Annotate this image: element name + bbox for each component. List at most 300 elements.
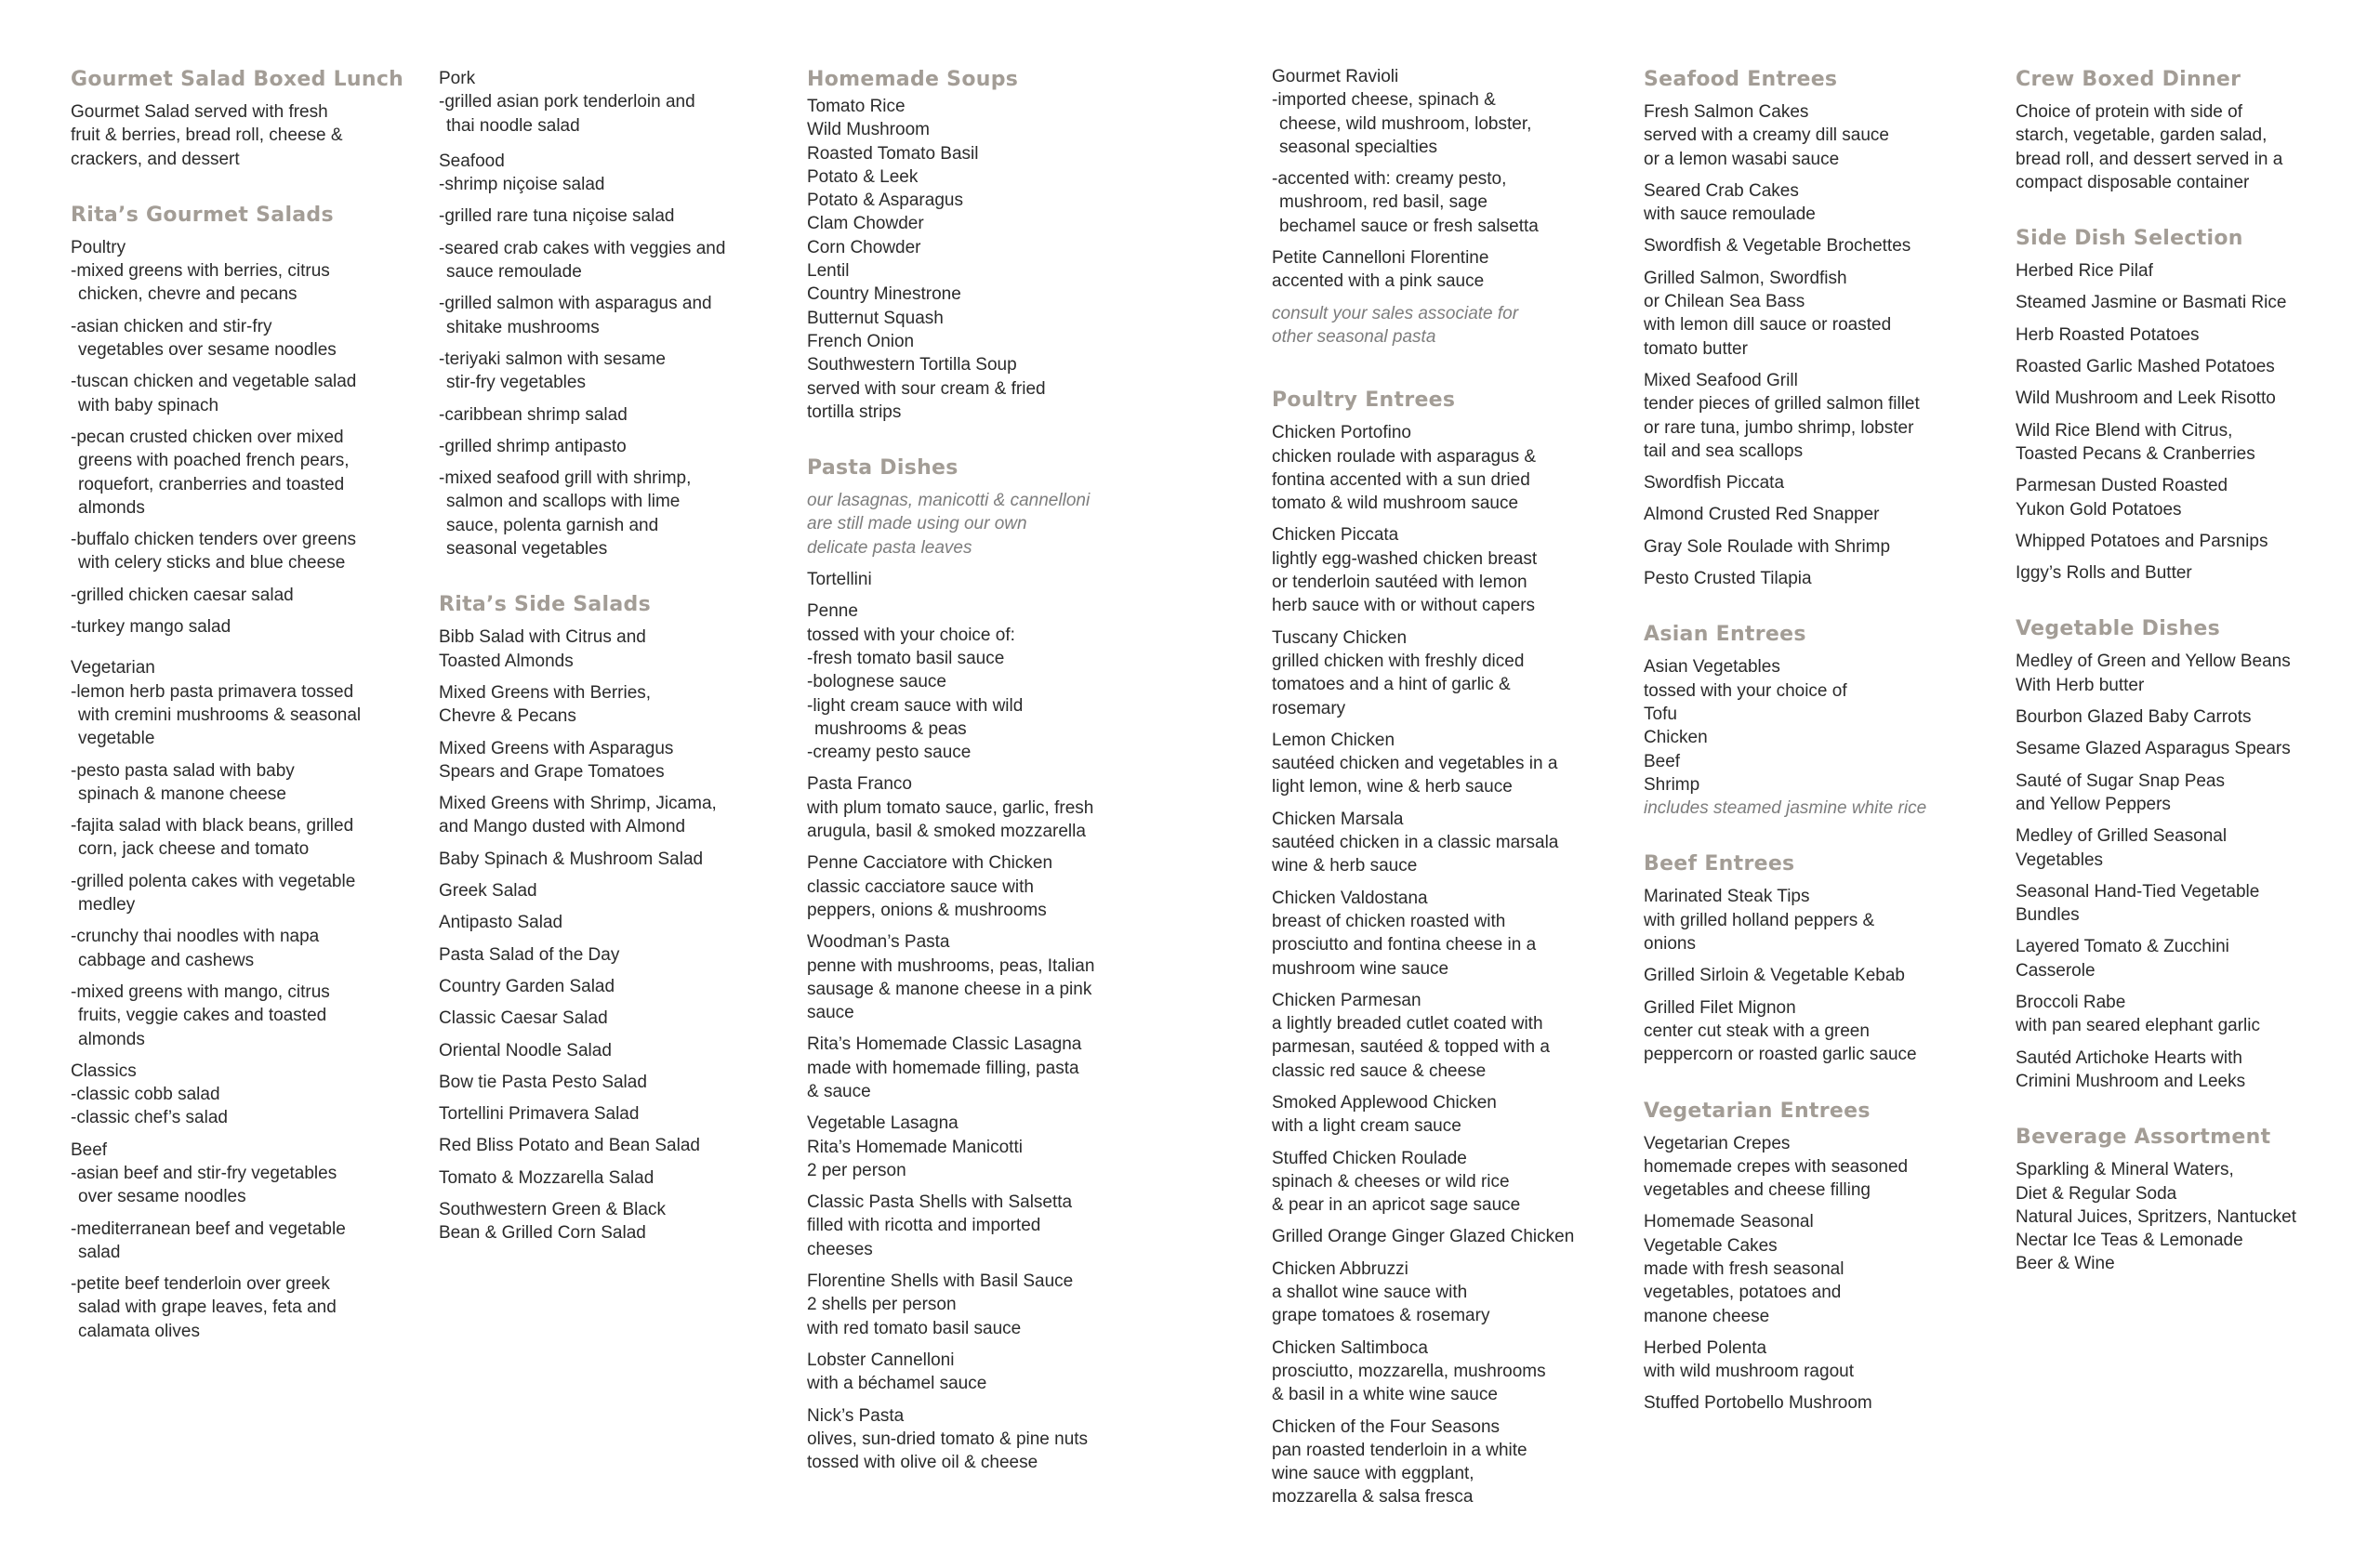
menu-entry <box>1272 421 1625 515</box>
menu-line: with cremini mushrooms & seasonal <box>78 705 362 725</box>
menu-line: mozzarella & salsa fresca <box>1272 1487 1474 1508</box>
section-beef <box>1644 851 1997 1066</box>
menu-entry <box>807 95 1160 424</box>
menu-line: cheese, wild mushroom, lobster, <box>1279 113 1532 134</box>
menu-entry <box>1272 1091 1625 1139</box>
menu-line: Tuscany Chicken <box>1272 627 1408 648</box>
section-side-dish <box>2016 226 2360 585</box>
item-list <box>1272 65 1625 294</box>
menu-entry <box>1644 179 1997 227</box>
menu-line: Wild Mushroom <box>807 120 930 140</box>
menu-entry <box>807 930 1160 1024</box>
menu-entry <box>2016 880 2360 928</box>
menu-line: vegetables and cheese filling <box>1644 1180 1871 1201</box>
menu-line: greens with poached french pears, <box>78 451 350 471</box>
pasta-note <box>807 489 1160 560</box>
menu-entry <box>807 1404 1160 1475</box>
menu-line: cabbage and cashews <box>78 950 255 970</box>
menu-entry <box>2016 323 2360 347</box>
menu-line: Almond Crusted Red Snapper <box>1644 505 1880 525</box>
menu-line: Classic Caesar Salad <box>439 1008 608 1029</box>
menu-entry <box>439 237 774 284</box>
menu-entry <box>439 681 774 729</box>
menu-entry <box>807 599 1160 764</box>
menu-line: salad <box>78 1242 121 1262</box>
menu-entry <box>71 814 405 862</box>
menu-line: shitake mushrooms <box>446 317 600 337</box>
menu-entry <box>1272 65 1625 159</box>
menu-line: Clam Chowder <box>807 214 924 234</box>
menu-entry <box>2016 419 2360 467</box>
section-vegetarian <box>1644 1099 1997 1416</box>
menu-entry <box>439 626 774 673</box>
section-heading: Side Dish Selection <box>2016 227 2243 251</box>
menu-entry <box>439 1166 774 1190</box>
menu-line: with grilled holland peppers & <box>1644 910 1875 930</box>
menu-line: onions <box>1644 934 1696 955</box>
menu-line: Fresh Salmon Cakes <box>1644 102 1809 122</box>
menu-entry <box>439 1102 774 1126</box>
menu-entry <box>807 772 1160 843</box>
menu-line: Bean & Grilled Corn Salad <box>439 1223 646 1244</box>
menu-line: -grilled asian pork tenderloin and <box>439 92 695 112</box>
section-heading: Vegetarian Entrees <box>1644 1099 1871 1123</box>
menu-line: fruit & berries, bread roll, cheese & <box>71 125 343 146</box>
menu-entry <box>1272 1147 1625 1218</box>
menu-line: -bolognese sauce <box>807 672 946 692</box>
menu-entry <box>1272 808 1625 878</box>
menu-entry <box>1272 1258 1625 1328</box>
item-list <box>439 173 774 560</box>
menu-line: Toasted Almonds <box>439 651 574 671</box>
menu-line: or tenderloin sautéed with lemon <box>1272 573 1527 593</box>
menu-entry <box>439 348 774 395</box>
section-crew-dinner <box>2016 67 2360 194</box>
menu-line: corn, jack cheese and tomato <box>78 839 310 860</box>
menu-line: over sesame noodles <box>78 1187 246 1207</box>
menu-line: Tomato Rice <box>807 97 906 116</box>
menu-entry <box>439 792 774 839</box>
menu-line: crackers, and dessert <box>71 149 240 169</box>
menu-line: salmon and scallops with lime <box>446 492 681 512</box>
menu-line: sauce <box>807 1003 854 1023</box>
menu-entry <box>71 370 405 417</box>
menu-line: wine sauce with eggplant, <box>1272 1464 1474 1484</box>
menu-line: Rita’s Homemade Classic Lasagna <box>807 1034 1082 1055</box>
menu-column-3 <box>807 67 1160 1506</box>
menu-entry <box>71 259 405 307</box>
menu-line: tomato butter <box>1644 338 1748 359</box>
menu-entry <box>71 528 405 575</box>
menu-entry <box>1272 989 1625 1083</box>
menu-entry <box>1272 1416 1625 1509</box>
menu-line: Wild Mushroom and Leek Risotto <box>2016 389 2276 409</box>
menu-entry <box>71 981 405 1051</box>
menu-line: -classic chef’s salad <box>71 1108 228 1128</box>
menu-entry <box>1644 996 1997 1067</box>
menu-line: made with homemade filling, pasta <box>807 1058 1079 1078</box>
menu-line: penne with mushrooms, peas, Italian <box>807 955 1095 976</box>
menu-entry <box>2016 291 2360 314</box>
menu-line: -asian chicken and stir-fry <box>71 316 272 336</box>
menu-line: Chicken of the Four Seasons <box>1272 1416 1501 1437</box>
menu-line: Vegetable Lasagna <box>807 1113 959 1134</box>
menu-entry <box>807 1191 1160 1261</box>
menu-line: rosemary <box>1272 698 1346 718</box>
menu-line: Chicken Portofino <box>1272 423 1411 443</box>
menu-line: consult your sales associate for <box>1272 303 1519 323</box>
menu-line: Red Bliss Potato and Bean Salad <box>439 1136 700 1156</box>
menu-line: Vegetables <box>2016 850 2104 870</box>
item-list <box>439 626 774 1245</box>
menu-line: arugula, basil & smoked mozzarella <box>807 822 1086 842</box>
menu-line: sautéed chicken and vegetables in a <box>1272 754 1558 774</box>
menu-entry <box>2016 650 2360 697</box>
menu-entry <box>2016 770 2360 817</box>
menu-entry <box>1644 1391 1997 1415</box>
group-label: Pork <box>439 69 476 88</box>
menu-entry <box>1644 503 1997 526</box>
menu-line: Swordfish & Vegetable Brochettes <box>1644 236 1911 257</box>
menu-entry <box>1272 246 1625 294</box>
menu-entry <box>71 1162 405 1209</box>
menu-line: Parmesan Dusted Roasted <box>2016 476 2228 496</box>
menu-entry <box>1272 1225 1625 1248</box>
menu-entry <box>2016 705 2360 729</box>
menu-entry <box>439 1198 774 1245</box>
menu-line: vegetables over sesame noodles <box>78 340 337 361</box>
menu-line: Country Garden Salad <box>439 976 615 996</box>
menu-line: Medley of Grilled Seasonal <box>2016 826 2228 847</box>
section-pasta <box>807 455 1160 1474</box>
menu-line: Chicken Abbruzzi <box>1272 1258 1408 1279</box>
menu-line: Steamed Jasmine or Basmati Rice <box>2016 293 2287 313</box>
menu-line: with a light cream sauce <box>1272 1116 1461 1137</box>
menu-line: chicken, chevre and pecans <box>78 284 298 305</box>
section-poultry <box>1272 388 1625 1508</box>
menu-line: -crunchy thai noodles with napa <box>71 927 320 947</box>
menu-line: center cut steak with a green <box>1644 1021 1870 1041</box>
menu-line: & sauce <box>807 1081 871 1101</box>
menu-line: starch, vegetable, garden salad, <box>2016 125 2268 146</box>
menu-line: Southwestern Tortilla Soup <box>807 355 1017 375</box>
menu-line: Mixed Greens with Shrimp, Jicama, <box>439 794 717 814</box>
menu-line: Mixed Greens with Berries, <box>439 682 652 703</box>
menu-line: Smoked Applewood Chicken <box>1272 1092 1497 1113</box>
menu-line: -light cream sauce with wild <box>807 695 1024 716</box>
menu-line: -grilled chicken caesar salad <box>71 585 294 605</box>
menu-entry <box>439 943 774 967</box>
section-heading: Vegetable Dishes <box>2016 617 2221 641</box>
menu-line: with pan seared elephant garlic <box>2016 1016 2261 1036</box>
menu-entry <box>439 204 774 228</box>
section-side-salads <box>439 592 774 1245</box>
menu-line: Chicken Valdostana <box>1272 888 1428 908</box>
item-list <box>1644 100 1997 590</box>
section-heading: Pasta Dishes <box>807 456 959 481</box>
menu-line: or a lemon wasabi sauce <box>1644 149 1840 169</box>
menu-line: Chicken <box>1644 728 1708 748</box>
menu-line: Sauté of Sugar Snap Peas <box>2016 770 2225 791</box>
menu-line: -teriyaki salmon with sesame <box>439 349 666 369</box>
menu-entry <box>2016 355 2360 378</box>
menu-line: classic red sauce & cheese <box>1272 1060 1487 1081</box>
menu-entry <box>807 1349 1160 1396</box>
menu-line: Herbed Rice Pilaf <box>2016 261 2153 282</box>
menu-entry <box>71 759 405 807</box>
menu-line: or rare tuna, jumbo shrimp, lobster <box>1644 417 1914 438</box>
menu-line: Casserole <box>2016 960 2096 981</box>
menu-line: Sparkling & Mineral Waters, <box>2016 1160 2234 1180</box>
menu-line: other seasonal pasta <box>1272 326 1436 347</box>
menu-line: Lemon Chicken <box>1272 730 1395 750</box>
menu-line: with plum tomato sauce, garlic, fresh <box>807 797 1094 818</box>
menu-line: Chicken Piccata <box>1272 525 1399 546</box>
menu-line: Florentine Shells with Basil Sauce <box>807 1271 1074 1292</box>
menu-line: -mixed seafood grill with shrimp, <box>439 468 692 489</box>
menu-line: with celery sticks and blue cheese <box>78 553 346 573</box>
menu-line: Bundles <box>2016 905 2080 926</box>
menu-entry <box>2016 259 2360 283</box>
menu-line: Grilled Orange Ginger Glazed Chicken <box>1272 1227 1575 1247</box>
menu-line: Stuffed Chicken Roulade <box>1272 1148 1467 1168</box>
menu-line: tender pieces of grilled salmon fillet <box>1644 394 1920 415</box>
menu-line: -pecan crusted chicken over mixed <box>71 427 344 447</box>
menu-line: with sauce remoulade <box>1644 204 1816 225</box>
menu-entry <box>1644 1210 1997 1327</box>
menu-line: made with fresh seasonal <box>1644 1258 1844 1279</box>
menu-line: Petite Cannelloni Florentine <box>1272 248 1489 269</box>
section-heading: Homemade Soups <box>807 68 1019 91</box>
section-heading: Rita’s Side Salads <box>439 593 651 617</box>
menu-entry <box>2016 991 2360 1038</box>
section-beverage <box>2016 1125 2360 1275</box>
menu-line: -mixed greens with mango, citrus <box>71 981 330 1002</box>
menu-line: salad with grape leaves, feta and <box>78 1297 337 1318</box>
menu-entry <box>439 879 774 902</box>
menu-entry <box>2016 561 2360 585</box>
menu-line: Gourmet Salad served with fresh <box>71 102 328 122</box>
menu-line: 2 shells per person <box>807 1295 957 1315</box>
menu-line: & pear in an apricot sage sauce <box>1272 1195 1521 1216</box>
menu-line: Layered Tomato & Zucchini <box>2016 937 2229 957</box>
menu-entry <box>1644 964 1997 987</box>
menu-entry <box>2016 474 2360 521</box>
menu-entry <box>71 1218 405 1265</box>
menu-entry <box>2016 1047 2360 1094</box>
menu-line: roquefort, cranberries and toasted <box>78 474 345 494</box>
item-list <box>71 259 405 639</box>
menu-entry <box>2016 387 2360 410</box>
menu-entry <box>439 173 774 196</box>
menu-line: Lobster Cannelloni <box>807 1350 955 1370</box>
menu-line: grape tomatoes & rosemary <box>1272 1306 1490 1326</box>
item-list <box>2016 650 2360 1093</box>
menu-line: Pasta Salad of the Day <box>439 944 620 965</box>
menu-line: Grilled Sirloin & Vegetable Kebab <box>1644 966 1905 986</box>
menu-line: vegetable <box>78 729 155 749</box>
menu-line: -caribbean shrimp salad <box>439 404 628 425</box>
menu-line: -creamy pesto sauce <box>807 743 972 763</box>
menu-line: bechamel sauce or fresh salsetta <box>1279 216 1539 236</box>
menu-line: -grilled polenta cakes with vegetable <box>71 871 356 891</box>
menu-line: French Onion <box>807 331 915 351</box>
menu-entry <box>2016 530 2360 553</box>
menu-line: Grilled Filet Mignon <box>1644 997 1796 1018</box>
menu-line: lightly egg-washed chicken breast <box>1272 548 1538 569</box>
menu-line: Bourbon Glazed Baby Carrots <box>2016 707 2252 728</box>
menu-line: Stuffed Portobello Mushroom <box>1644 1393 1872 1414</box>
menu-line: classic cacciatore sauce with <box>807 876 1034 897</box>
menu-line: calamata olives <box>78 1321 200 1341</box>
menu-line: Chicken Marsala <box>1272 809 1404 829</box>
menu-line: pan roasted tenderloin in a white <box>1272 1440 1527 1460</box>
menu-line: chicken roulade with asparagus & <box>1272 446 1537 467</box>
menu-line: -tuscan chicken and vegetable salad <box>71 372 357 392</box>
menu-entry <box>1644 100 1997 171</box>
menu-line: Beer & Wine <box>2016 1254 2115 1274</box>
menu-column-1 <box>71 67 405 1375</box>
menu-line: -grilled salmon with asparagus and <box>439 294 712 314</box>
section-asian <box>1644 622 1997 820</box>
menu-line: Rita’s Homemade Manicotti <box>807 1137 1023 1157</box>
menu-entry <box>71 925 405 972</box>
menu-entry <box>71 870 405 917</box>
menu-line: Bibb Salad with Citrus and <box>439 627 646 648</box>
menu-entry <box>1644 885 1997 955</box>
group-label: Classics <box>71 1060 137 1081</box>
menu-entry <box>807 568 1160 591</box>
menu-line: Gray Sole Roulade with Shrimp <box>1644 536 1891 557</box>
menu-line: are still made using our own <box>807 514 1027 534</box>
menu-line: Choice of protein with side of <box>2016 102 2242 122</box>
menu-line: -shrimp niçoise salad <box>439 175 605 195</box>
menu-entry <box>439 90 774 138</box>
menu-entry <box>1644 535 1997 559</box>
menu-entry <box>1644 369 1997 463</box>
menu-line: with lemon dill sauce or roasted <box>1644 315 1892 336</box>
menu-line: sauce, polenta garnish and <box>446 515 659 535</box>
menu-line: tomato & wild mushroom sauce <box>1272 494 1519 514</box>
menu-entry <box>1644 655 1997 797</box>
menu-line: stir-fry vegetables <box>446 373 586 393</box>
menu-entry <box>71 584 405 607</box>
menu-entry <box>71 1272 405 1343</box>
menu-line: Crimini Mushroom and Leeks <box>2016 1071 2246 1091</box>
menu-entry <box>439 1007 774 1030</box>
menu-entry <box>71 100 405 171</box>
menu-line: a lightly breaded cutlet coated with <box>1272 1014 1543 1034</box>
menu-line: prosciutto, mozzarella, mushrooms <box>1272 1361 1546 1381</box>
menu-entry <box>1644 234 1997 257</box>
menu-line: Beef <box>1644 751 1681 771</box>
menu-line: Oriental Noodle Salad <box>439 1040 612 1060</box>
section-heading: Crew Boxed Dinner <box>2016 68 2241 91</box>
menu-entry <box>439 435 774 458</box>
menu-line: Chicken Saltimboca <box>1272 1337 1428 1358</box>
asian-note: includes steamed jasmine white rice <box>1644 798 1927 819</box>
menu-line: Tofu <box>1644 704 1677 724</box>
menu-line: sauce remoulade <box>446 262 582 283</box>
menu-entry <box>2016 1158 2360 1275</box>
menu-line: -imported cheese, spinach & <box>1272 90 1496 111</box>
menu-line: herb sauce with or without capers <box>1272 596 1536 616</box>
section-heading: Beef Entrees <box>1644 852 1795 876</box>
menu-line: -grilled rare tuna niçoise salad <box>439 206 675 227</box>
menu-line: a shallot wine sauce with <box>1272 1283 1468 1303</box>
menu-column-2 <box>439 67 774 1277</box>
menu-entry <box>439 848 774 871</box>
menu-line: Whipped Potatoes and Parsnips <box>2016 531 2268 551</box>
menu-line: Tomato & Mozzarella Salad <box>439 1167 654 1188</box>
menu-line: Lentil <box>807 261 850 282</box>
item-list <box>1644 885 1997 1066</box>
section-heading: Asian Entrees <box>1644 623 1806 647</box>
section-soups <box>807 67 1160 424</box>
menu-line: cheeses <box>807 1239 873 1259</box>
menu-entry <box>439 467 774 560</box>
menu-line: with a béchamel sauce <box>807 1374 987 1394</box>
menu-line: Swordfish Piccata <box>1644 473 1785 494</box>
menu-line: Chevre & Pecans <box>439 706 576 727</box>
menu-line: grilled chicken with freshly diced <box>1272 651 1525 671</box>
menu-line: Potato & Asparagus <box>807 191 963 211</box>
menu-entry <box>807 851 1160 922</box>
menu-line: light lemon, wine & herb sauce <box>1272 777 1513 797</box>
menu-entry <box>2016 100 2360 194</box>
menu-line: Diet & Regular Soda <box>2016 1183 2177 1204</box>
menu-line: breast of chicken roasted with <box>1272 911 1506 931</box>
menu-entry <box>439 1071 774 1094</box>
menu-entry <box>71 315 405 362</box>
menu-line: Roasted Garlic Mashed Potatoes <box>2016 357 2275 377</box>
menu-line: fontina accented with a sun dried <box>1272 469 1530 490</box>
menu-line: Greek Salad <box>439 881 537 902</box>
menu-line: Woodman’s Pasta <box>807 932 950 953</box>
menu-line: tail and sea scallops <box>1644 441 1804 461</box>
menu-line: -mixed greens with berries, citrus <box>71 261 330 282</box>
menu-line: Antipasto Salad <box>439 913 563 933</box>
menu-entry <box>2016 737 2360 760</box>
menu-line: almonds <box>78 1029 145 1049</box>
menu-line: Bow tie Pasta Pesto Salad <box>439 1072 647 1092</box>
menu-line: -petite beef tenderloin over greek <box>71 1274 330 1295</box>
section-heading: Beverage Assortment <box>2016 1126 2271 1150</box>
menu-line: Pesto Crusted Tilapia <box>1644 569 1812 589</box>
menu-line: with baby spinach <box>78 395 219 415</box>
menu-line: 2 per person <box>807 1160 906 1180</box>
ravioli-note <box>1272 302 1625 349</box>
menu-entry <box>1272 1337 1625 1407</box>
menu-line: Southwestern Green & Black <box>439 1199 666 1219</box>
menu-line: Herbed Polenta <box>1644 1337 1767 1358</box>
menu-line: Marinated Steak Tips <box>1644 887 1810 907</box>
menu-line: Asian Vegetables <box>1644 657 1780 678</box>
menu-entry <box>1644 567 1997 590</box>
section-gourmet-salads <box>71 203 405 1343</box>
section-heading: Seafood Entrees <box>1644 68 1838 91</box>
menu-line: filled with ricotta and imported <box>807 1216 1041 1236</box>
menu-line: and Yellow Peppers <box>2016 794 2171 814</box>
menu-entry <box>807 1112 1160 1182</box>
menu-line: -mediterranean beef and vegetable <box>71 1218 346 1239</box>
menu-column-4 <box>1272 65 1625 1541</box>
menu-entry <box>1272 729 1625 799</box>
menu-line: tortilla strips <box>807 402 902 422</box>
menu-line: seasonal vegetables <box>446 539 608 560</box>
menu-line: Nectar Ice Teas & Lemonade <box>2016 1231 2243 1251</box>
menu-line: Broccoli Rabe <box>2016 993 2126 1013</box>
